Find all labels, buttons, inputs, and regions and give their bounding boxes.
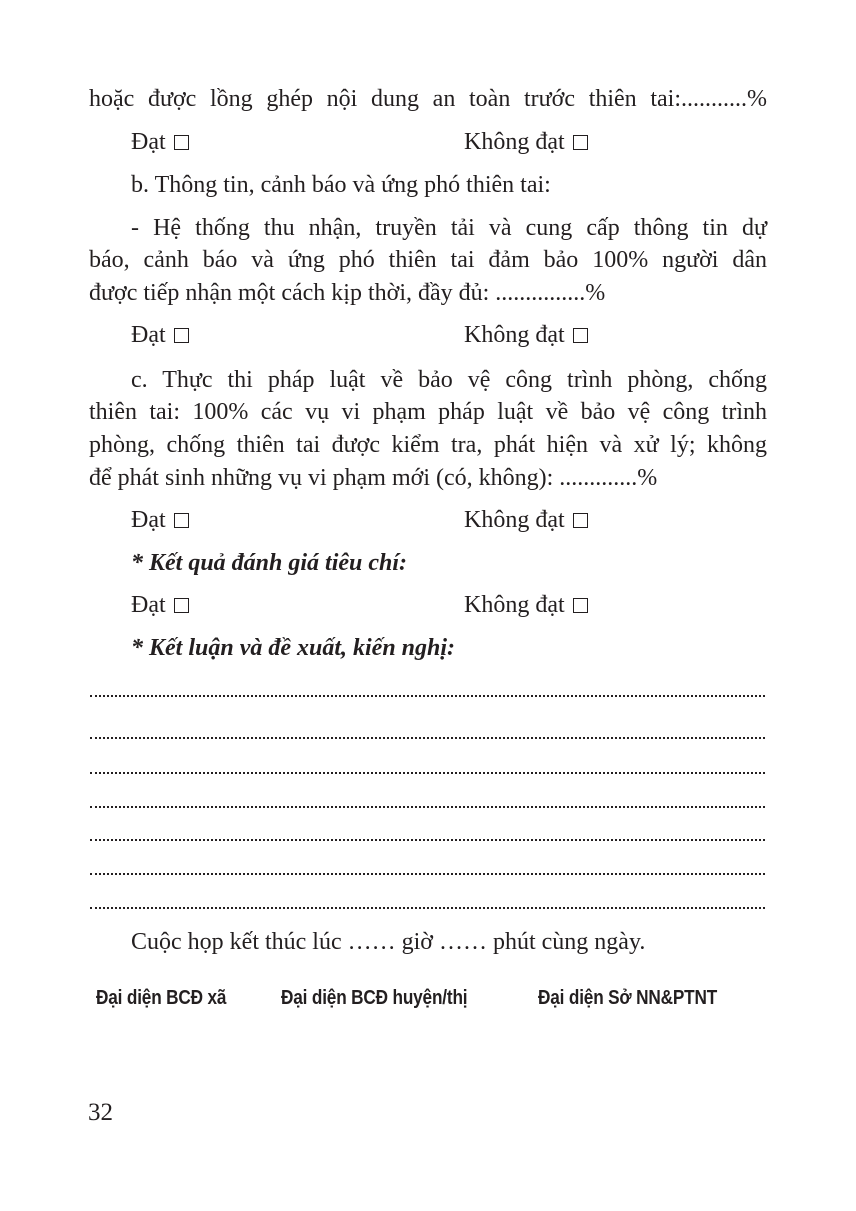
text-line: thiên tai: 100% các vụ vi phạm pháp luật về bảo vệ công trình (89, 399, 767, 425)
checkbox-icon (174, 513, 189, 528)
section-b-title: b. Thông tin, cảnh báo và ứng phó thiên tai: (131, 172, 551, 198)
closing-line: Cuộc họp kết thúc lúc …… giờ …… phút cùng ngày. (131, 929, 646, 955)
dotted-line (90, 691, 765, 697)
option-dat (131, 319, 189, 351)
dotted-line (90, 869, 765, 875)
option-label: Đạt (131, 129, 166, 155)
option-dat (131, 126, 189, 158)
option-khong-dat (464, 504, 588, 536)
option-khong-dat (464, 589, 588, 621)
checkbox-icon (573, 513, 588, 528)
dotted-line (90, 733, 765, 739)
option-label: Không đạt (464, 507, 565, 533)
dotted-line (90, 802, 765, 808)
result-heading: * Kết quả đánh giá tiêu chí: (131, 550, 408, 576)
text-line: báo, cảnh báo và ứng phó thiên tai đảm bảo 100% người dân (89, 247, 767, 273)
option-label: Đạt (131, 592, 166, 618)
checkbox-icon (174, 598, 189, 613)
conclusion-heading: * Kết luận và đề xuất, kiến nghị: (131, 635, 456, 661)
checkbox-icon (573, 135, 588, 150)
text-line: c. Thực thi pháp luật về bảo vệ công trình phòng, chống (131, 367, 767, 393)
text-line: - Hệ thống thu nhận, truyền tải và cung cấp thông tin dự (131, 215, 767, 241)
dotted-line (90, 903, 765, 909)
checkbox-icon (174, 328, 189, 343)
checkbox-icon (174, 135, 189, 150)
text-line: hoặc được lồng ghép nội dung an toàn trước thiên tai:...........% (89, 86, 767, 112)
signature-department: Đại diện Sở NN&PTNT (538, 987, 718, 1009)
page-number: 32 (88, 1099, 113, 1126)
checkbox-icon (573, 328, 588, 343)
option-label: Đạt (131, 322, 166, 348)
text-line: để phát sinh những vụ vi phạm mới (có, không): .............% (89, 465, 658, 491)
text-line: phòng, chống thiên tai được kiểm tra, phát hiện và xử lý; không (89, 432, 767, 458)
option-dat (131, 589, 189, 621)
signature-commune: Đại diện BCĐ xã (96, 987, 227, 1009)
dotted-line (90, 835, 765, 841)
checkbox-icon (573, 598, 588, 613)
option-khong-dat (464, 126, 588, 158)
option-label: Không đạt (464, 129, 565, 155)
option-label: Không đạt (464, 322, 565, 348)
option-khong-dat (464, 319, 588, 351)
signature-district: Đại diện BCĐ huyện/thị (281, 987, 468, 1009)
option-dat (131, 504, 189, 536)
text-line: được tiếp nhận một cách kịp thời, đầy đủ: ...............% (89, 280, 606, 306)
option-label: Không đạt (464, 592, 565, 618)
dotted-line (90, 768, 765, 774)
option-label: Đạt (131, 507, 166, 533)
